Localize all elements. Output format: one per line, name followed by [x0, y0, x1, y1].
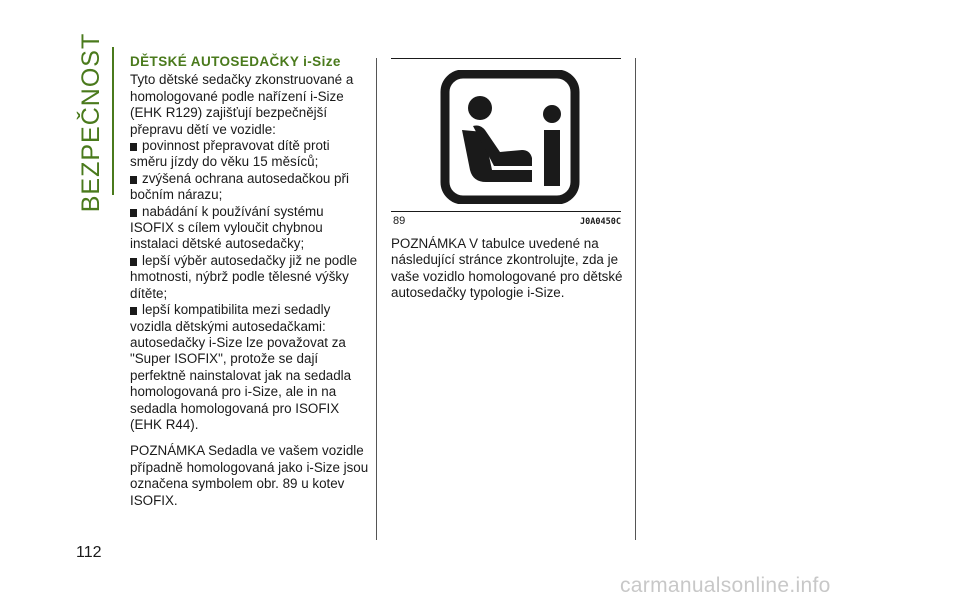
- figure-top-rule: [391, 58, 621, 59]
- figure-code: J0A0450C: [580, 217, 621, 227]
- bullet-item: zvýšená ochrana autosedačkou při bočním nárazu;: [130, 170, 349, 203]
- column-divider: [376, 58, 377, 540]
- side-tab-label: BEZPEČNOST: [77, 32, 106, 212]
- figure-bottom-rule: [391, 211, 621, 212]
- column-divider: [635, 58, 636, 540]
- section-title: DĚTSKÉ AUTOSEDAČKY i-Size: [130, 54, 341, 69]
- bullet-square-icon: [130, 258, 137, 266]
- side-tab-divider: [112, 47, 114, 195]
- bullet-square-icon: [130, 176, 137, 184]
- page-number: 112: [76, 544, 102, 561]
- table-note: POZNÁMKA V tabulce uvedené na následující stránce zkontrolujte, zda je vaše vozidlo homologované pro dětské autosedačky typologie i-Size.: [391, 236, 623, 301]
- bullet-square-icon: [130, 307, 137, 315]
- watermark: carmanualsonline.info: [620, 574, 831, 597]
- section-note: POZNÁMKA Sedadla ve vašem vozidle případně homologovaná jako i-Size jsou označena symbolem obr. 89 u kotev ISOFIX.: [130, 443, 369, 508]
- bullet-item: lepší výběr autosedačky již ne podle hmotnosti, nýbrž podle tělesné výšky dítěte;: [130, 252, 358, 301]
- section-intro: Tyto dětské sedačky zkonstruované a homologované podle nařízení i-Size (EHK R129) zajišťují bezpečnější přepravu dětí ve vozidle:: [130, 72, 354, 137]
- i-size-child-seat-icon: [440, 70, 580, 204]
- bullet-item: povinnost přepravovat dítě proti směru jízdy do věku 15 měsíců;: [130, 138, 330, 170]
- bullet-item: nabádání k používání systému ISOFIX s cílem vyloučit chybnou instalaci dětské autosedačky;: [130, 203, 324, 252]
- bullet-square-icon: [130, 209, 137, 217]
- bullet-item: lepší kompatibilita mezi sedadly vozidla dětskými autosedačkami: autosedačky i-Size lze považovat za "Super ISOFIX", protože se dají perfektně nainstalovat jak na sedadla homologovaná pro i-Size, ale in na sedadla homologovaná pro ISOFIX (EHK R44).: [130, 302, 352, 432]
- second-column: [391, 236, 623, 302]
- bullet-square-icon: [130, 143, 137, 151]
- main-column: [130, 54, 370, 509]
- side-tab: [72, 32, 112, 212]
- figure-number: 89: [393, 215, 406, 227]
